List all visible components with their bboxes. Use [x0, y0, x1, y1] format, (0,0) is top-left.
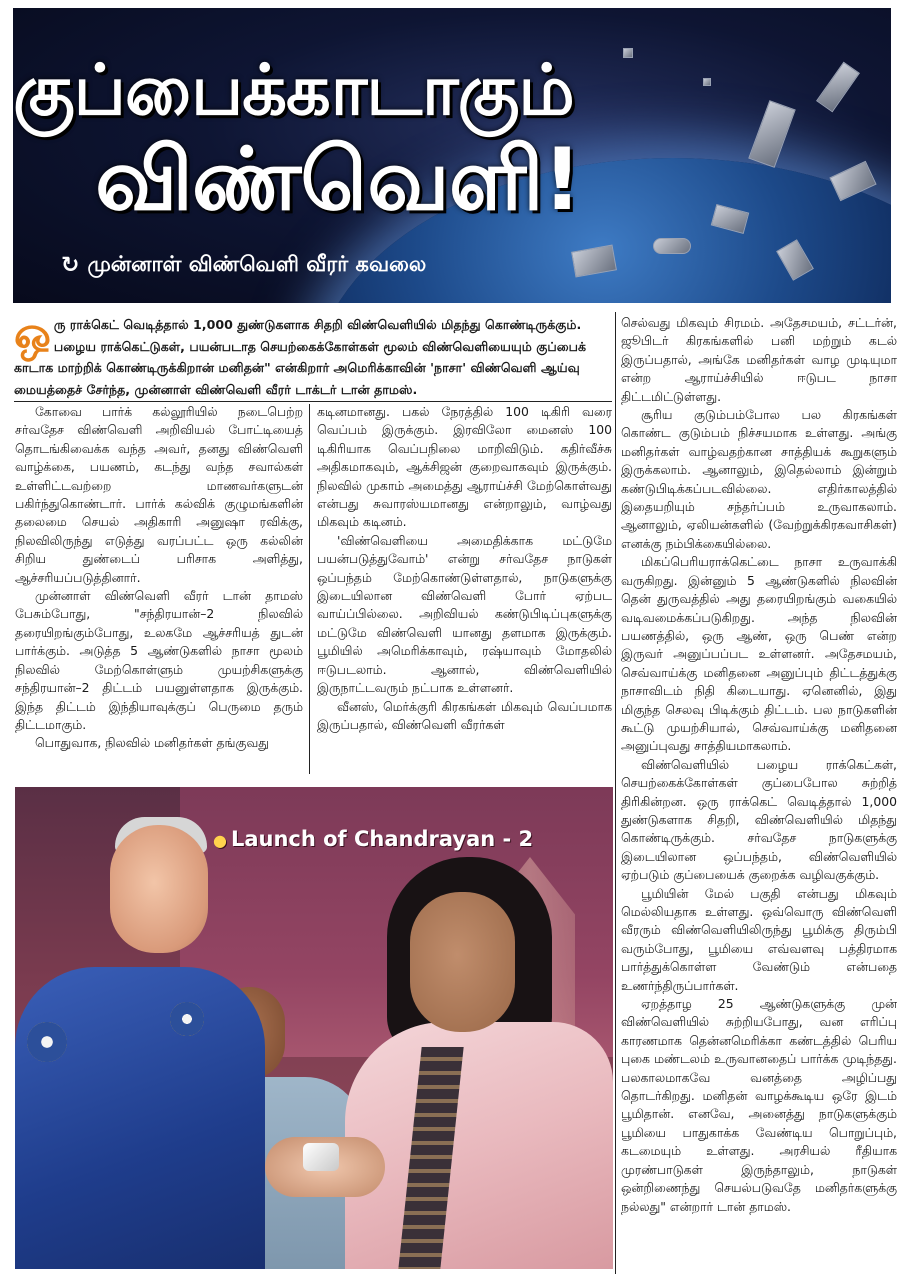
mission-patch-icon	[170, 1002, 204, 1036]
moon-rock-gift	[303, 1143, 339, 1171]
paragraph: மிகப்பெரியராக்கெட்டை நாசா உருவாக்கி வருகிறது. இன்னும் 5 ஆண்டுகளில் நிலவின் தென் துருவத்தில் அது தரையிறங்கும் வகையில் வடிவமைக்கப்படுகிறது. அந்த நிலவின் பயணத்தில், ஒரு ஆண், ஒரு பெண் என்ற இருவர் அனுப்பப்பட உள்ளனர். அதேசமயம், செவ்வாய்க்கு மனிதனை அனுப்பும் திட்டத்துக்கு நாசாவிடம் நிதி கிடையாது. ஏனெனில், இது மிகுந்த செலவு பிடிக்கும் திட்டம். பல நாடுகளின் கூட்டு முயற்சியால், செவ்வாய்க்கு மனிதனை அனுப்புவது சாத்தியமாகலாம்.	[621, 554, 897, 754]
paragraph: கோவை பார்க் கல்லூரியில் நடைபெற்ற சர்வதேச விண்வெளி அறிவியல் போட்டியைத் தொடங்கிவைக்க வந்த அவர், தனது விண்வெளி வாழ்க்கை, பயணம், கடந்து வந்த சவால்கள் உள்ளிட்டவற்றை மாணவர்களுடன் பகிர்ந்துகொண்டார். பார்க் கல்விக் குழுமங்களின் தலைமை செயல் அதிகாரி அனுஷா ரவிக்கு, நிலவிலிருந்து எடுத்து வரப்பட்ட ஒரு கல்லின் சிறிய துண்டைப் பரிசாக அளித்து, ஆச்சரியப்படுத்தினார்.	[15, 404, 303, 585]
satellite-debris	[703, 78, 711, 86]
paragraph: பூமியின் மேல் பகுதி என்பது மிகவும் மெல்லியதாக உள்ளது. ஒவ்வொரு விண்வெளி வீரரும் விண்வெளியிலிருந்து பூமிக்கு திரும்பி வரும்போது, பூமியை எவ்வளவு பத்திரமாக பார்த்துக்கொள்ள வேண்டும் என்பதை உணர்ந்திருப்பார்கள்.	[621, 885, 897, 993]
event-photo	[15, 787, 613, 1269]
paragraph: கடினமானது. பகல் நேரத்தில் 100 டிகிரி வரை வெப்பம் இருக்கும். இரவிலோ மைனஸ் 100 டிகிரியாக வெப்பநிலை மாறிவிடும். கதிர்வீச்சு அதிகமாகவும், ஆக்சிஜன் குறைவாகவும் இருக்கும். நிலவில் முகாம் அமைத்து ஆராய்ச்சி மேற்கொள்வது என்பது சுவாரஸ்யமானது என்றாலும், வாழ்வது மிகவும் கடினம்.	[317, 404, 612, 530]
paragraph: விண்வெளியில் பழைய ராக்கெட்கள், செயற்கைக்கோள்கள் குப்பைபோல சுற்றித் திரிகின்றன. ஒரு ராக்கெட் வெடித்தால் 1,000 துண்டுகளாக சிதறி, விண்வெளியில் மிதந்து கொண்டிருக்கும். சர்வதேச நாடுகளுக்கு இடையிலான ஒப்பந்தம், விண்வெளியில் ஏற்படும் குப்பையைக் குறைக்க வழிவகுக்கும்.	[621, 756, 897, 883]
satellite-debris	[748, 100, 796, 168]
nasa-patch-icon	[27, 1022, 67, 1062]
woman-head	[410, 892, 515, 1032]
backdrop-sign-text: ● Launch of Chandrayan - 2	[213, 827, 533, 851]
column-divider	[615, 312, 616, 1274]
headline-line-1: குப்பைக்காடாகும்	[13, 49, 574, 131]
intro-text: ரு ராக்கெட் வெடித்தால் 1,000 துண்டுகளாக சிதறி விண்வெளியில் மிதந்து கொண்டிருக்கும். பழைய ராக்கெட்டுகள், பயன்படாத செயற்கைக்கோள்கள் மூலம் விண்வெளியையும் குப்பைக் காடாக மாற்றிக் கொண்டிருக்கிறான் மனிதன்" என்கிறார் அமெரிக்காவின் 'நாசா' விண்வெளி ஆய்வு மையத்தைச் சேர்ந்த, முன்னாள் விண்வெளி வீரர் டாக்டர் டான் தாமஸ்.	[14, 317, 587, 397]
intro-paragraph	[14, 314, 612, 400]
satellite-debris	[623, 48, 633, 58]
paragraph: முன்னாள் விண்வெளி வீரர் டான் தாமஸ் பேசும்போது, "சந்திரயான்–2 நிலவில் தரையிறங்கும்போது, உலகமே ஆச்சரியத் துடன் பார்க்கும். அடுத்த 5 ஆண்டுகளில் நாசா மூலம் நிலவில் மேற்கொள்ளும் முயற்சிகளுக்கு சந்திரயான்–2 திட்டம் பயனுள்ளதாக இருக்கும். இந்த திட்டம் இந்தியாவுக்குப் பெருமை தரும் திட்டமாகும்.	[15, 588, 303, 732]
subheadline	[61, 248, 426, 282]
paragraph: வீனஸ், மெர்க்குரி கிரகங்கள் மிகவும் வெப்பமாக இருப்பதால், விண்வெளி வீரர்கள்	[317, 698, 612, 732]
headline-line-2: விண்வெளி!	[95, 130, 581, 230]
paragraph: ஏறத்தாழ 25 ஆண்டுகளுக்கு முன் விண்வெளியில் சுற்றியபோது, வன எரிப்பு காரணமாக தென்னமெரிக்கா கண்டத்தில் பெரிய புகை மண்டலம் உருவானதைப் பார்க்க முடிந்தது. பலகாலமாகவே வனத்தை அழிப்பது தொடர்கிறது. மனிதன் வாழக்கூடிய ஒரே இடம் பூமிதான். எனவே, அனைத்து நாடுகளுக்கும் பூமியை பாதுகாக்க வேண்டிய பொறுப்பும், கடமையும் உள்ளது. அரசியல் ரீதியாக முரண்பாடுகள் இருந்தாலும், நாடுகள் ஒன்றிணைந்து செயல்படுவதே மனிதர்களுக்கு நல்லது" என்றார் டான் தாமஸ்.	[621, 996, 897, 1214]
divider	[14, 401, 612, 402]
paragraph: செல்வது மிகவும் சிரமம். அதேசமயம், சட்டர்ன், ஜூபிடர் கிரகங்களில் பனி மற்றும் கடல் இருப்பதால், அங்கே மனிதர்கள் வாழ முடியுமா என்ற ஆராய்ச்சியில் ஈடுபட நாசா திட்டமிட்டுள்ளது.	[621, 315, 897, 404]
column-divider	[309, 404, 310, 774]
satellite-debris	[816, 62, 860, 113]
satellite-debris	[653, 238, 691, 254]
article-column-1	[15, 403, 303, 778]
paragraph: 'விண்வெளியை அமைதிக்காக மட்டுமே பயன்படுத்துவோம்' என்று சர்வதேச நாடுகள் ஒப்பந்தம் மேற்கொண்டுள்ளதால், நாடுகளுக்கு இடையிலான விண்வெளி போர் ஏற்பட வாய்ப்பில்லை. அறிவியல் கண்டுபிடிப்புகளுக்கு மட்டுமே விண்வெளி யானது தளமாக இருக்கும். பூமியில் அமெரிக்காவும், ரஷ்யாவும் மோதலில் ஈடுபடலாம். ஆனால், விண்வெளியில் இருநாட்டவரும் நட்பாக உள்ளனர்.	[317, 532, 612, 696]
astronaut-figure	[15, 967, 265, 1269]
article-column-3	[621, 314, 897, 1274]
astronaut-head	[110, 825, 208, 953]
dropcap: ஒ	[14, 314, 51, 359]
curved-arrow-icon: ↻	[61, 252, 80, 278]
paragraph: பொதுவாக, நிலவில் மனிதர்கள் தங்குவது	[35, 735, 269, 751]
paragraph: சூரிய குடும்பம்போல பல கிரகங்கள் கொண்ட குடும்பம் நிச்சயமாக உள்ளது. அங்கு மனிதர்கள் வாழ்வதற்கான சாத்தியக் கூறுகளும் இருக்கலாம். ஆனாலும், இதெல்லாம் இன்றும் கண்டுபிடிக்கப்படவில்லை. எதிர்காலத்தில் இதையறியும் சந்தர்ப்பம் உருவாகலாம். ஆனாலும், ஏலியன்களில் (வேற்றுக்கிரகவாசிகள்) எனக்கு நம்பிக்கையில்லை.	[621, 407, 897, 551]
subheadline-text: முன்னாள் விண்வெளி வீரர் கவலை	[87, 251, 427, 276]
headline-banner	[13, 8, 891, 303]
article-column-2	[317, 403, 612, 778]
woman-figure	[345, 1022, 613, 1269]
